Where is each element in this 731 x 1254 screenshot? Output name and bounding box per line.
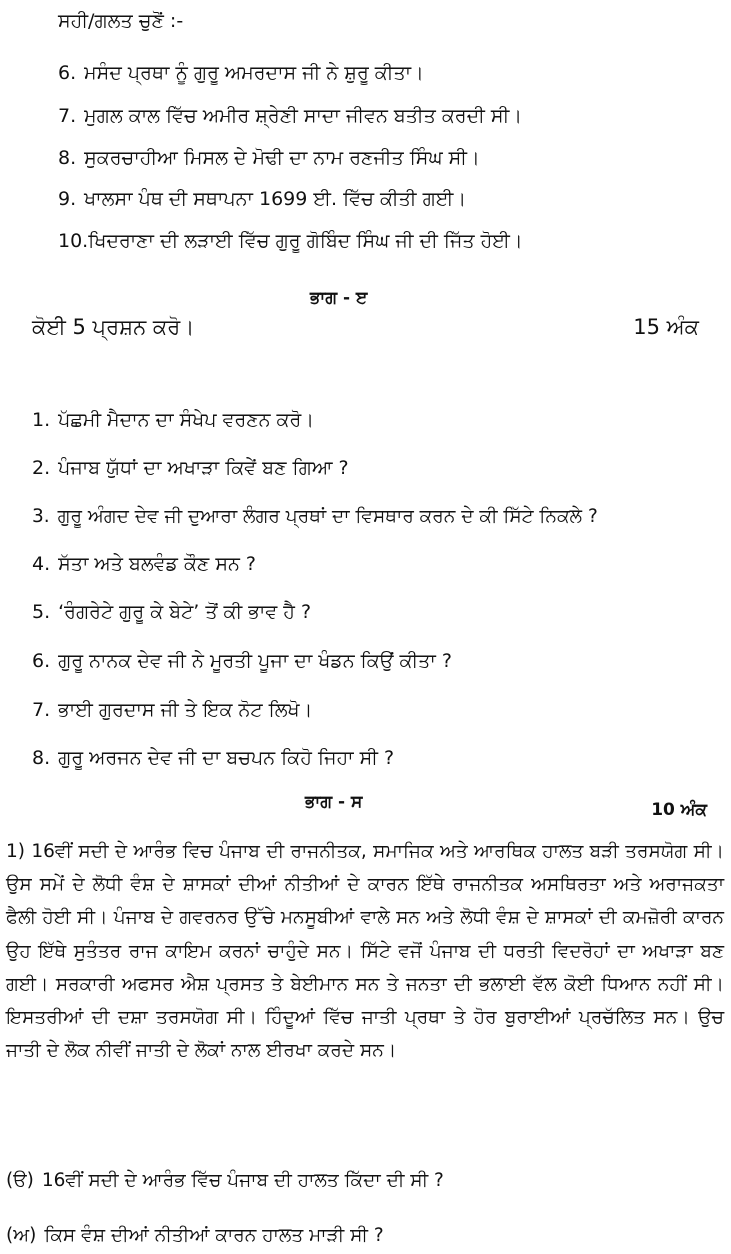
list-item bbox=[58, 228, 523, 254]
list-item bbox=[58, 186, 466, 212]
question-text: ਸੱਤਾ ਅਤੇ ਬਲਵੰਡ ਕੌਣ ਸਨ ? bbox=[58, 553, 256, 575]
list-item bbox=[58, 145, 480, 171]
item-text: ਖਾਲਸਾ ਪੰਥ ਦੀ ਸਥਾਪਨਾ 1699 ਈ. ਵਿੱਚ ਕੀਤੀ ਗਈ। bbox=[84, 188, 467, 210]
sub-question-text: 16ਵੀਂ ਸਦੀ ਦੇ ਆਰੰਭ ਵਿੱਚ ਪੰਜਾਬ ਦੀ ਹਾਲਤ ਕਿੱਦਾ ਦੀ ਸੀ ? bbox=[41, 1170, 444, 1191]
question-number: 5. bbox=[32, 601, 51, 623]
item-number: 6. bbox=[58, 62, 77, 84]
question-number: 2. bbox=[32, 457, 51, 479]
section-b-instruction: ਕੋਈ 5 ਪ੍ਰਸ਼ਨ ਕਰੋ। bbox=[32, 315, 195, 339]
item-text: ਸੁਕਰਚਾਹੀਆ ਮਿਸਲ ਦੇ ਮੋਢੀ ਦਾ ਨਾਮ ਰਣਜੀਤ ਸਿੰਘ ਸੀ। bbox=[84, 147, 480, 169]
sub-question-text: ਕਿਸ ਵੰਸ਼ ਦੀਆਂ ਨੀਤੀਆਂ ਕਾਰਨ ਹਾਲਤ ਮਾੜੀ ਸੀ ? bbox=[44, 1225, 384, 1246]
question-text: ਪੱਛਮੀ ਮੈਦਾਨ ਦਾ ਸੰਖੇਪ ਵਰਣਨ ਕਰੋ। bbox=[58, 409, 315, 431]
sub-question bbox=[6, 1168, 444, 1194]
item-text: ਖਿਦਰਾਣਾ ਦੀ ਲੜਾਈ ਵਿੱਚ ਗੁਰੂ ਗੋਬਿੰਦ ਸਿੰਘ ਜੀ ਦੀ ਜਿੱਤ ਹੋਈ। bbox=[88, 230, 523, 252]
item-text: ਮੁਗਲ ਕਾਲ ਵਿੱਚ ਅਮੀਰ ਸ਼੍ਰੇਣੀ ਸਾਦਾ ਜੀਵਨ ਬਤੀਤ ਕਰਦੀ ਸੀ। bbox=[84, 105, 523, 127]
list-item bbox=[32, 504, 598, 530]
section-c-title: ਭਾਗ - ਸ bbox=[305, 792, 363, 812]
list-item bbox=[32, 407, 314, 433]
list-item bbox=[32, 648, 452, 674]
question-number: 3. bbox=[32, 506, 50, 527]
list-item bbox=[58, 103, 522, 129]
true-false-instruction: ਸਹੀ/ਗਲਤ ਚੁਣੋਂ :- bbox=[58, 10, 184, 32]
sub-question-label: (ੳ) bbox=[6, 1170, 34, 1191]
question-number: 6. bbox=[32, 650, 51, 672]
question-number: 8. bbox=[32, 747, 51, 769]
list-item bbox=[58, 60, 424, 86]
question-number: 4. bbox=[32, 553, 51, 575]
question-text: ਗੁਰੂ ਨਾਨਕ ਦੇਵ ਜੀ ਨੇ ਮੂਰਤੀ ਪੂਜਾ ਦਾ ਖੰਡਨ ਕਿਉਂ ਕੀਤਾ ? bbox=[58, 650, 452, 672]
question-text: ਗੁਰੂ ਅਰਜਨ ਦੇਵ ਜੀ ਦਾ ਬਚਪਨ ਕਿਹੋ ਜਿਹਾ ਸੀ ? bbox=[58, 747, 395, 769]
passage: 1) 16ਵੀਂ ਸਦੀ ਦੇ ਆਰੰਭ ਵਿਚ ਪੰਜਾਬ ਦੀ ਰਾਜਨੀਤਕ, ਸਮਾਜਿਕ ਅਤੇ ਆਰਥਿਕ ਹਾਲਤ ਬੜੀ ਤਰਸਯੋਗ ਸੀ। ਉਸ ਸਮੇਂ ਦੇ ਲੋਧੀ ਵੰਸ਼ ਦੇ ਸ਼ਾਸਕਾਂ ਦੀਆਂ ਨੀਤੀਆਂ ਦੇ ਕਾਰਨ ਇੱਥੇ ਰਾਜਨੀਤਕ ਅਸਥਿਰਤਾ ਅਤੇ ਅਰਾਜਕਤਾ ਫੈਲੀ ਹੋਈ ਸੀ। ਪੰਜਾਬ ਦੇ ਗਵਰਨਰ ਉੱਚੇ ਮਨਸੂਬੀਆਂ ਵਾਲੇ ਸਨ ਅਤੇ ਲੋਧੀ ਵੰਸ਼ ਦੇ ਸ਼ਾਸਕਾਂ ਦੀ ਕਮਜ਼ੋਰੀ ਕਾਰਨ ਉਹ ਇੱਥੇ ਸੁਤੰਤਰ ਰਾਜ ਕਾਇਮ ਕਰਨਾਂ ਚਾਹੁੰਦੇ ਸਨ। ਸਿੱਟੇ ਵਜੋਂ ਪੰਜਾਬ ਦੀ ਧਰਤੀ ਵਿਦਰੋਹਾਂ ਦਾ ਅਖਾੜਾ ਬਣ ਗਈ। ਸਰਕਾਰੀ ਅਫਸਰ ਐਸ਼ ਪ੍ਰਸਤ ਤੇ ਬੇਈਮਾਨ ਸਨ ਤੇ ਜਨਤਾ ਦੀ ਭਲਾਈ ਵੱਲ ਕੋਈ ਧਿਆਨ ਨਹੀਂ ਸੀ। ਇਸਤਰੀਆਂ ਦੀ ਦਸ਼ਾ ਤਰਸਯੋਗ ਸੀ। ਹਿੰਦੂਆਂ ਵਿੱਚ ਜਾਤੀ ਪ੍ਰਥਾ ਤੇ ਹੋਰ ਬੁਰਾਈਆਂ ਪ੍ਰਚੱਲਿਤ ਸਨ। ਉਚ ਜਾਤੀ ਦੇ ਲੋਕ ਨੀਵੀਂ ਜਾਤੀ ਦੇ ਲੋਕਾਂ ਨਾਲ ਈਰਖਾ ਕਰਦੇ ਸਨ। bbox=[6, 841, 724, 1062]
section-b-marks: 15 ਅੰਕ bbox=[633, 315, 699, 339]
section-b-title: ਭਾਗ - ੲ bbox=[310, 288, 368, 308]
list-item bbox=[32, 745, 394, 771]
question-text: ਪੰਜਾਬ ਯੁੱਧਾਂ ਦਾ ਅਖਾੜਾ ਕਿਵੇਂ ਬਣ ਗਿਆ ? bbox=[58, 457, 349, 479]
item-number: 10. bbox=[58, 230, 89, 252]
section-c-marks: 10 ਅੰਕ bbox=[651, 800, 707, 820]
question-text: ਗੁਰੂ ਅੰਗਦ ਦੇਵ ਜੀ ਦੁਆਰਾ ਲੰਗਰ ਪ੍ਰਥਾਂ ਦਾ ਵਿਸਥਾਰ ਕਰਨ ਦੇ ਕੀ ਸਿੱਟੇ ਨਿਕਲੇ ? bbox=[57, 506, 598, 527]
question-number: 1. bbox=[32, 409, 51, 431]
sub-question-label: (ਅ) bbox=[6, 1225, 37, 1246]
list-item bbox=[32, 697, 312, 723]
sub-question bbox=[6, 1223, 384, 1249]
question-number: 7. bbox=[32, 699, 51, 721]
item-number: 9. bbox=[58, 188, 77, 210]
question-text: ‘ਰੰਗਰੇਟੇ ਗੁਰੂ ਕੇ ਬੇਟੇ’ ਤੋਂ ਕੀ ਭਾਵ ਹੈ ? bbox=[58, 601, 312, 623]
list-item bbox=[32, 599, 311, 625]
list-item bbox=[32, 551, 256, 577]
item-number: 7. bbox=[58, 105, 77, 127]
list-item bbox=[32, 455, 349, 481]
item-text: ਮਸੰਦ ਪ੍ਰਥਾ ਨੂੰ ਗੁਰੂ ਅਮਰਦਾਸ ਜੀ ਨੇ ਸ਼ੁਰੂ ਕੀਤਾ। bbox=[84, 62, 424, 84]
item-number: 8. bbox=[58, 147, 77, 169]
question-text: ਭਾਈ ਗੁਰਦਾਸ ਜੀ ਤੇ ਇਕ ਨੋਟ ਲਿਖੋ। bbox=[58, 699, 313, 721]
